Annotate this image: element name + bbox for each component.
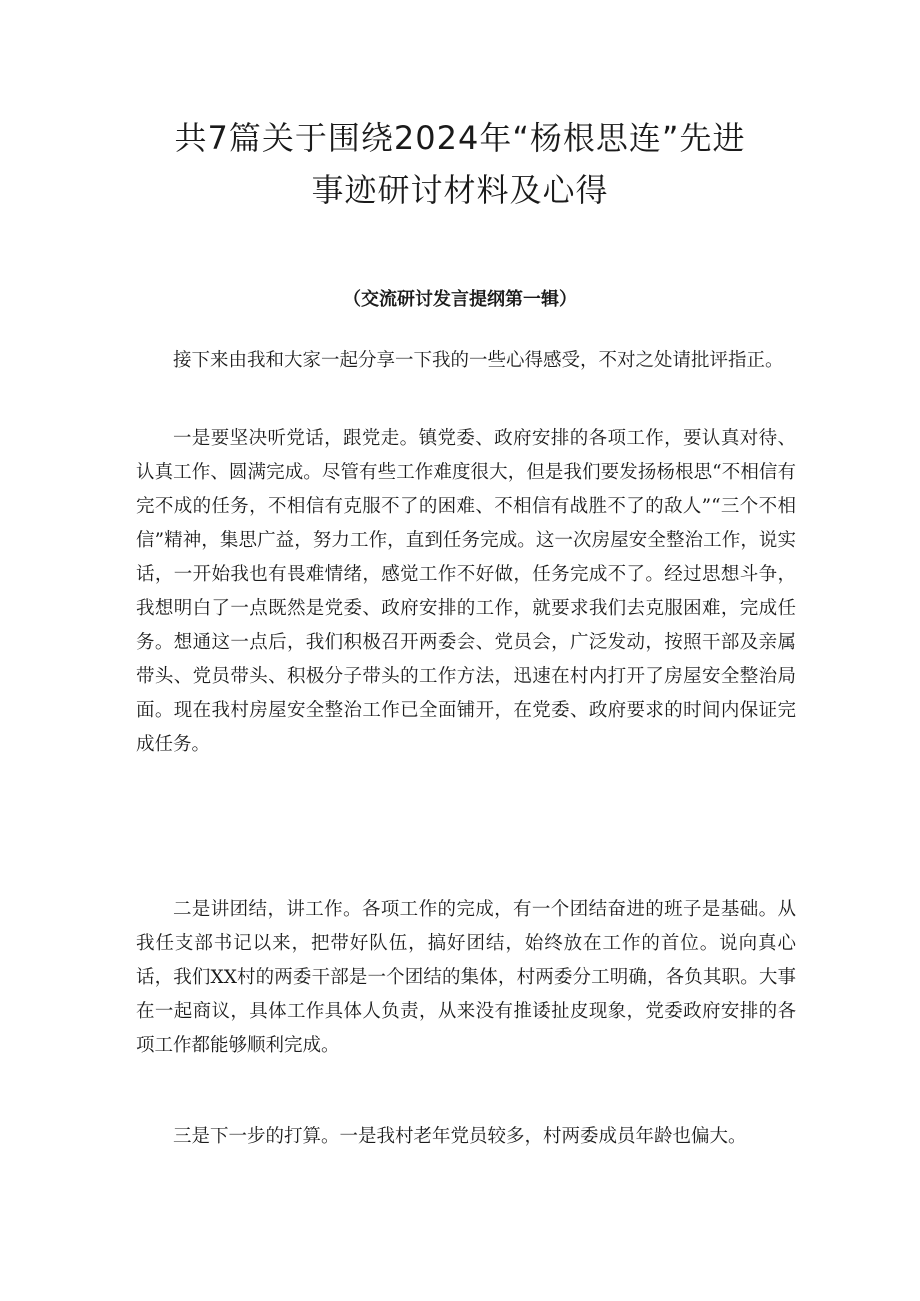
title-line-2: 事迹研讨材料及心得 (311, 171, 609, 209)
paragraph-text: 一是要坚决听党话，跟党走。镇党委、政府安排的各项工作，要认真对待、认真工作、圆满完成。尽管有些工作难度很大，但是我们要发扬杨根思“不相信有完不成的任务，不相信有克服不了的困难、不相信有战胜不了的敌人”“三个不相信”精神，集思广益，努力工作，直到任务完成。这一次房屋安全整治工作，说实话，一开始我也有畏难情绪，感觉工作不好做，任务完成不了。经过思想斗争，我想明白了一点既然是党委、政府安排的工作，就要求我们去克服困难，完成任务。想通这一点后，我们积极召开两委会、党员会，广泛发动，按照干部及亲属带头、党员带头、积极分子带头的工作方法，迅速在村内打开了房屋安全整治局面。现在我村房屋安全整治工作已全面铺开，在党委、政府要求的时间内保证完成任务。 (136, 428, 796, 755)
paragraph-point-one (136, 422, 796, 762)
document-title (0, 112, 920, 216)
paragraph-point-three (136, 1120, 796, 1154)
paragraph-text: 三是下一步的打算。一是我村老年党员较多，村两委成员年龄也偏大。 (173, 1126, 747, 1147)
document-subtitle: （交流研讨发言提纲第一辑） (343, 289, 577, 310)
title-line-1: 共7篇关于围绕2024年“杨根思连”先进 (174, 119, 746, 157)
paragraph-point-two (136, 893, 796, 1063)
paragraph-intro (136, 344, 796, 378)
paragraph-text: 接下来由我和大家一起分享一下我的一些心得感受，不对之处请批评指正。 (173, 350, 784, 371)
paragraph-text: 二是讲团结，讲工作。各项工作的完成，有一个团结奋进的班子是基础。从我任支部书记以来，把带好队伍，搞好团结，始终放在工作的首位。说向真心话，我们XX村的两委干部是一个团结的集体，村两委分工明确，各负其职。大事在一起商议，具体工作具体人负责，从来没有推诿扯皮现象，党委政府安排的各项工作都能够顺利完成。 (136, 899, 796, 1056)
